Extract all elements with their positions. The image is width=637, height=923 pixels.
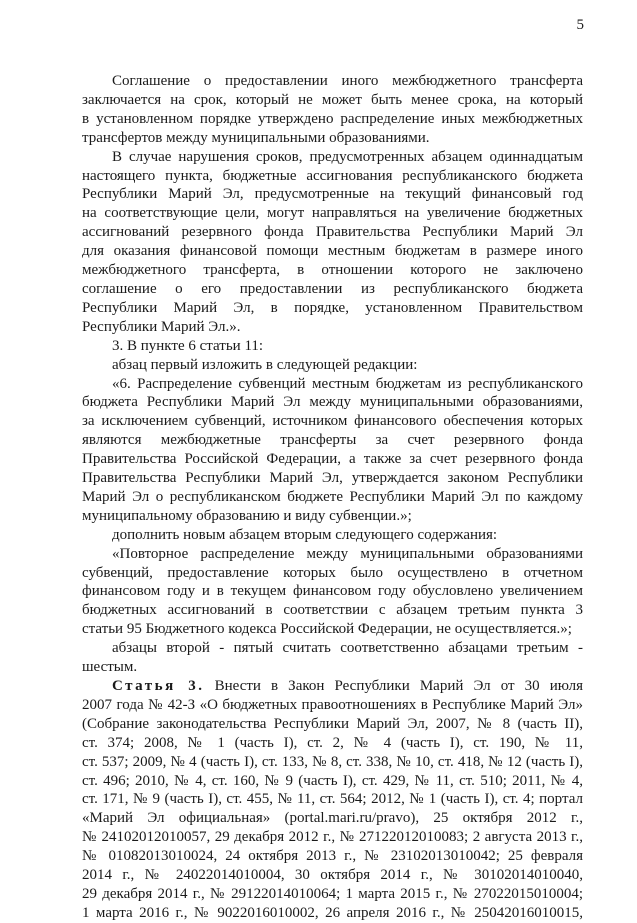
paragraph-line: статьи 95 Бюджетного кодекса Российской Федерации, не осуществляется.»; (82, 621, 572, 638)
paragraph-line: финансовом году и в текущем финансовом году обусловлено увеличением (82, 583, 583, 600)
document-body (82, 72, 583, 923)
paragraph-line: Республики Марий Эл.». (82, 318, 241, 335)
paragraph-line: ассигнований резервного фонда Правительства Республики Марий Эл (82, 224, 583, 241)
paragraph-line: бюджета Республики Марий Эл между муниципальными образованиями, (82, 394, 583, 411)
article-line: 1 марта 2016 г., № 9022016010002, 26 апреля 2016 г., № 25042016010015, (82, 904, 583, 921)
article-line: (Собрание законодательства Республики Марий Эл, 2007, № 8 (часть II), (82, 715, 583, 732)
article-line: ст. 496; 2010, № 4, ст. 160, № 9 (часть I), ст. 429, № 11, ст. 510; 2011, № 4, (82, 772, 583, 789)
paragraph-line: для оказания финансовой помощи местным бюджетам в размере иного (82, 243, 583, 260)
paragraph-line: Республики Марий Эл, предусмотренные на текущий финансовый год (82, 186, 583, 203)
paragraph-line: Марий Эл о республиканском бюджете Республики Марий Эл по каждому (82, 488, 583, 505)
paragraph-line: бюджетных ассигнований в соответствии с абзацем третьим пункта 3 (82, 602, 583, 619)
page-number: 5 (576, 17, 584, 33)
article-heading-text: Внести в Закон Республики Марий Эл от 30 июля (204, 678, 583, 694)
paragraph-line: трансфертов между муниципальными образованиями. (82, 129, 430, 146)
paragraph-line: Соглашение о предоставлении иного межбюджетного трансферта (112, 73, 583, 89)
paragraph-line: соглашение о его предоставлении из республиканского бюджета (82, 280, 583, 297)
article-line: № 24102012010057, 29 декабря 2012 г., № 27122012010083; 2 августа 2013 г., (82, 829, 583, 846)
article-line: ст. 171, № 9 (часть I), ст. 455, № 11, ст. 564; 2012, № 1 (часть I), ст. 4; портал (82, 791, 583, 808)
article-line: 2014 г., № 24022014010004, 30 октября 2014 г., № 30102014010040, (82, 867, 583, 884)
article-line: 29 декабря 2014 г., № 29122014010064; 1 марта 2015 г., № 27022015010004; (82, 885, 583, 902)
paragraph-line: за исключением субвенций, источником финансового обеспечения которых (82, 413, 583, 430)
paragraph-line: Правительства Российской Федерации, а также за счет резервного фонда (82, 451, 583, 468)
paragraph-line: на соответствующие цели, могут направляться на увеличение бюджетных (82, 205, 583, 222)
paragraph-line: Республики Марий Эл, в порядке, установленном Правительством (82, 299, 583, 316)
paragraph-line: дополнить новым абзацем вторым следующего содержания: (112, 526, 498, 543)
paragraph-line: абзац первый изложить в следующей редакции: (112, 356, 418, 373)
paragraph-line: субвенций, предоставление которых было осуществлено в отчетном (82, 564, 583, 581)
paragraph-line: «6. Распределение субвенций местным бюджетам из республиканского (112, 375, 583, 392)
article-heading: Статья 3. (112, 678, 205, 694)
paragraph-line: Правительства Республики Марий Эл, утверждается законом Республики (82, 470, 583, 487)
article-heading-line (82, 677, 583, 696)
paragraph-line: «Повторное распределение между муниципальными образованиями (112, 545, 583, 562)
paragraph-line: шестым. (82, 659, 138, 676)
article-line: ст. 374; 2008, № 1 (часть I), ст. 2, № 4 (часть I), ст. 190, № 11, (82, 734, 583, 751)
article-line: «Марий Эл официальная» (portal.mari.ru/pravo), 25 октября 2012 г., (82, 810, 583, 827)
article-line: ст. 537; 2009, № 4 (часть I), ст. 133, № 8, ст. 338, № 10, ст. 418, № 12 (часть I), (82, 753, 583, 770)
paragraph-line: заключается на срок, который не может быть менее срока, на который (82, 91, 583, 108)
paragraph-line: 3. В пункте 6 статьи 11: (112, 337, 264, 354)
paragraph-line: межбюджетного трансферта, в отношении которого не заключено (82, 262, 583, 279)
article-line: № 01082013010024, 24 октября 2013 г., № 23102013010042; 25 февраля (82, 848, 583, 865)
paragraph-line: В случае нарушения сроков, предусмотренных абзацем одиннадцатым (112, 148, 583, 165)
paragraph-line: муниципальному образованию и виду субвенции.»; (82, 507, 412, 524)
paragraph-line: абзацы второй - пятый считать соответственно абзацами третьим - (112, 640, 583, 657)
paragraph-line: в установленном порядке утверждено распределение иных межбюджетных (82, 110, 583, 127)
paragraph-line: настоящего пункта, бюджетные ассигнования республиканского бюджета (82, 167, 583, 184)
article-line: 2007 года № 42-З «О бюджетных правоотношениях в Республике Марий Эл» (82, 696, 583, 713)
paragraph-line: являются межбюджетные трансферты за счет резервного фонда (82, 432, 583, 449)
